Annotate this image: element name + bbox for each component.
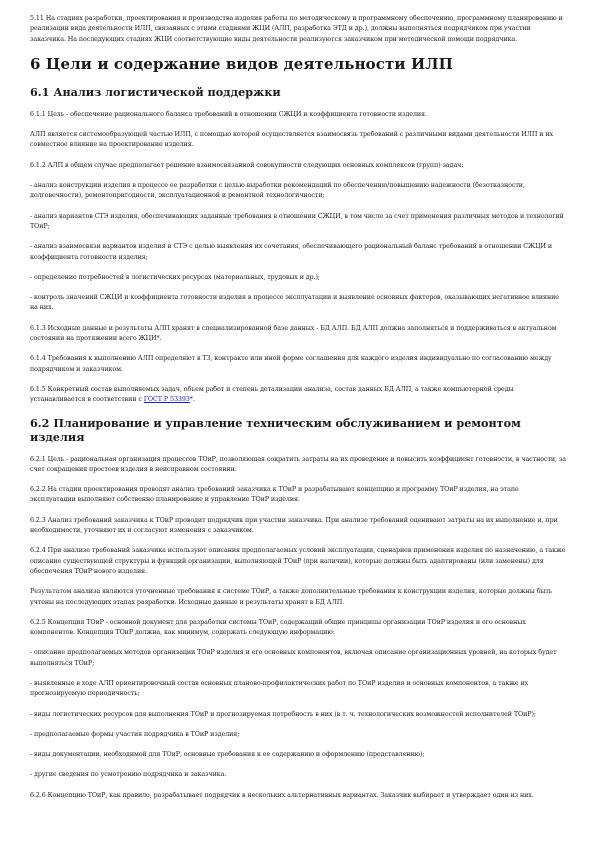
subsection-6-2-paragraph: - другие сведения по усмотрению подрядчика и заказчика. xyxy=(30,771,227,779)
subsection-6-2-paragraph: 6.2.1 Цель - рациональная организация процессов ТОиР, позволяющая сократить затраты на их проведение и повысить коэффициент готовности, в частности, за счет сокращения простоев изделия в неисправном состоянии. xyxy=(30,455,566,473)
subsection-6-1-paragraph: 6.1.3 Исходные данные и результаты АЛП хранят в специализированной базе данных - БД АЛП. БД АЛП должна заполняться и поддерживаться в актуальном состоянии на протяжении всего ЖЦИ*. xyxy=(30,324,557,343)
subsection-6-2-paragraph: 6.2.4 При анализе требований заказчика используют описания предполагаемых условий эксплуатации, сценариев применения изделия по назначению, а также описание существующей структуры и функций организации, выполняющей ТОиР (при наличии), которые должны быть адаптированы (или заменены) для обеспечения ТОиР нового изделия. xyxy=(30,547,566,575)
subsection-6-1-paragraph: 6.1.1 Цель - обеспечение рационального баланса требований в отношении СЖЦИ и коэффициента готовности изделия. xyxy=(30,110,427,118)
subsection-6-2-paragraph: 6.2.6 Концепцию ТОиР, как правило, разрабатывает подрядчик в нескольких альтернативных вариантах. Заказчик выбирает и утверждает один из них. xyxy=(30,791,534,799)
subsection-6-1-paragraph: - контроль значений СЖЦИ и коэффициента готовности изделия в процессе эксплуатации и выявление основных факторов, оказывающих негативное влияние на них. xyxy=(30,294,559,312)
subsection-6-1-body xyxy=(30,110,566,375)
subsection-6-2-paragraph: 6.2.5 Концепция ТОиР - основной документ для разработки системы ТОиР, содержащий общие принципы организации ТОиР изделия и его основных компонентов. Концепция ТОиР должна, как минимум, содержать следующую информацию: xyxy=(30,618,526,637)
subsection-6-1-paragraph: - анализ конструкции изделия в процессе ее разработки с целью выработки рекомендаций по обеспечению/повышению надежности (безотказности, долговечности), ремонтопригодности, эксплуатационной и ремонтной технологичности; xyxy=(30,182,525,200)
paragraph-6-1-5 xyxy=(30,385,566,406)
subsection-6-2-paragraph: 6.2.3 Анализ требований заказчика к ТОиР проводит подрядчик при участии заказчика. При анализе требований оценивают затраты на их выполнение и, при необходимости, уточняют их и согласуют изменения с заказчиком. xyxy=(30,516,558,535)
subsection-6-1-paragraph: - определение потребностей в логистических ресурсах (материальных, трудовых и др.); xyxy=(30,273,320,281)
subsection-6-2-paragraph: - описание предполагаемых методов организации ТОиР изделия и его основных компонентов, включая описание организационных уровней, на которых будет выполняться ТОиР; xyxy=(30,649,557,667)
subsection-title-6-2: 6.2 Планирование и управление техническим обслуживанием и ремонтом изделия xyxy=(30,415,521,444)
subsection-title-6-1: 6.1 Анализ логистической поддержки xyxy=(30,84,281,99)
document-page xyxy=(30,14,566,811)
paragraph-6-1-5-tail: *. xyxy=(189,396,195,404)
subsection-6-2-paragraph: Результатом анализа являются уточненные требования к системе ТОиР, а также дополнительные требования к конструкции изделия, которые должны быть учтены на последующих этапах разработки. Исходные данные и результаты хранят в БД АЛП. xyxy=(30,588,553,606)
subsection-6-2-paragraph: - виды документации, необходимой для ТОиР, основные требования к ее содержанию и оформлению (представлению); xyxy=(30,751,425,759)
subsection-6-1-paragraph: АЛП является системообразующей частью ИЛП, с помощью которой осуществляется взаимосвязь требований с различными видами деятельности ИЛП и их совместное влияние на проектирование изделия. xyxy=(30,131,554,149)
subsection-6-2-body xyxy=(30,455,566,802)
subsection-6-2-paragraph: - предполагаемые формы участия подрядчика в ТОиР изделия; xyxy=(30,730,240,738)
subsection-6-2-paragraph: - виды логистических ресурсов для выполнения ТОиР и прогнозируемая потребность в них (в т. ч. технологических возможностей исполнителей ТОиР); xyxy=(30,710,536,718)
subsection-6-1-paragraph: - анализ вариантов СТЭ изделия, обеспечивающих заданные требования в отношении СЖЦИ, в том числе за счет применения различных методов и технологий ТОиР; xyxy=(30,212,564,230)
section-title: 6 Цели и содержание видов деятельности ИЛП xyxy=(30,54,453,73)
paragraph-6-1-5-text: 6.1.5 Конкретный состав выполняемых задач, объем работ и степень детализации анализа, состав данных БД АЛП, а также компьютерной среды устанавливается в соответствии с xyxy=(30,385,514,404)
subsection-6-1-paragraph: - анализ взаимосвязи вариантов изделия и СТЭ с целью выявления их сочетания, обеспечивающего рациональный баланс требований в отношении СЖЦИ и коэффициента готовности изделия; xyxy=(30,243,553,261)
subsection-6-2-paragraph: 6.2.2 На стадии проектирования проводят анализ требований заказчика к ТОиР и разрабатывают концепцию и программу ТОиР изделия, на этапе эксплуатации выполняют собственно планирование и управление ТОиР изделия. xyxy=(30,486,519,504)
intro-paragraph: 5.11 На стадиях разработки, проектирования и производства изделия работы по методическому и программному обеспечению, программному планированию и реализации вида деятельности ИЛП, связанных с этими стадиями ЖЦИ (АЛП, разработка ЭТД и др.), должны выполняться подрядчиком при участии заказчика. На последующих стадиях ЖЦИ соответствующие виды деятельности реализуются заказчиком при методической помощи подрядчика. xyxy=(30,15,563,43)
subsection-6-1-paragraph: 6.1.2 АЛП в общем случае предполагает решение взаимосвязанной совокупности следующих основных комплексов (групп) задач: xyxy=(30,161,464,169)
subsection-6-2-paragraph: - выявленные в ходе АЛП ориентировочный состав основных планово-профилактических работ по ТОиР изделия и основных компонентов, а также их прогнозируемую периодичность; xyxy=(30,679,529,698)
subsection-6-1-paragraph: 6.1.4 Требования к выполнению АЛП определяют в ТЗ, контракте или иной форме соглашения для каждого изделия индивидуально по согласованию между подрядчиком и заказчиком. xyxy=(30,355,552,373)
gost-link[interactable]: ГОСТ Р 53393 xyxy=(143,396,190,404)
